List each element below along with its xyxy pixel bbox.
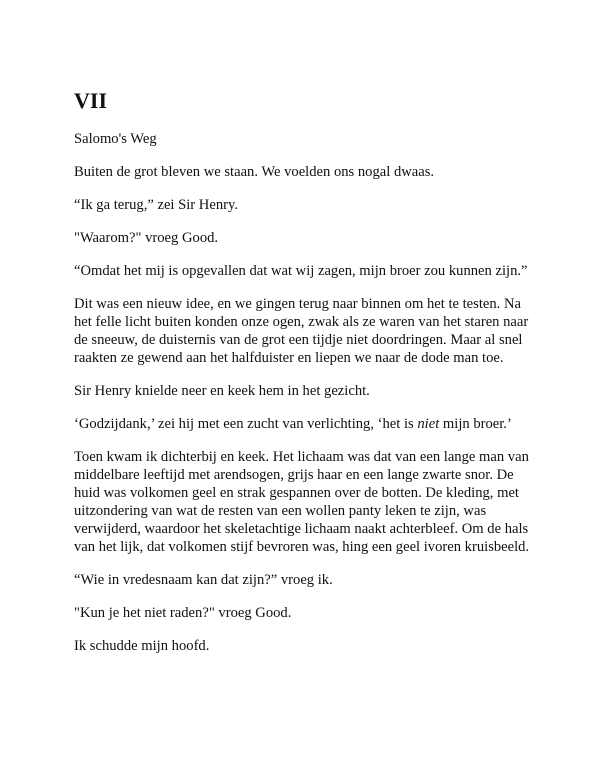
paragraph: Ik schudde mijn hoofd.	[74, 638, 210, 654]
paragraph: Toen kwam ik dichterbij en keek. Het lichaam was dat van een lange man van middelbare leeftijd met arendsogen, grijs haar en een lange zwarte snor. De huid was volkomen geel en strak gespannen over de botten. De kleding, met uitzondering van wat de resten van een wollen panty leken te zijn, was verwijderd, waardoor het skeletachtige lichaam naakt achterbleef. Om de hals van het lijk, dat volkomen stijf bevroren was, hing een geel ivoren kruisbeeld.	[74, 449, 530, 555]
emphasis-niet: niet	[417, 416, 440, 432]
paragraph: Sir Henry knielde neer en keek hem in het gezicht.	[74, 383, 370, 399]
paragraph: “Ik ga terug,” zei Sir Henry.	[74, 197, 238, 213]
paragraph: Buiten de grot bleven we staan. We voelden ons nogal dwaas.	[74, 164, 435, 180]
chapter-title: Salomo's Weg	[74, 131, 157, 147]
paragraph: Dit was een nieuw idee, en we gingen terug naar binnen om het te testen. Na het felle licht buiten konden onze ogen, zwak als ze waren van het staren naar de sneeuw, de duisternis van de grot een tijdje niet doordringen. Maar al snel raakten ze gewend aan het halfduister en liepen we naar de dode man toe.	[74, 296, 529, 366]
godzijdank-after: mijn broer.’	[439, 416, 512, 432]
paragraph: "Kun je het niet raden?" vroeg Good.	[74, 605, 292, 621]
paragraph-godzijdank	[74, 415, 534, 433]
chapter-number: VII	[74, 88, 108, 113]
paragraph: “Wie in vredesnaam kan dat zijn?” vroeg ik.	[74, 572, 333, 588]
godzijdank-before: ‘Godzijdank,’ zei hij met een zucht van verlichting, ‘het is	[74, 416, 418, 432]
document-page	[74, 88, 534, 670]
paragraph: “Omdat het mij is opgevallen dat wat wij zagen, mijn broer zou kunnen zijn.”	[74, 263, 528, 279]
paragraph: "Waarom?" vroeg Good.	[74, 230, 219, 246]
